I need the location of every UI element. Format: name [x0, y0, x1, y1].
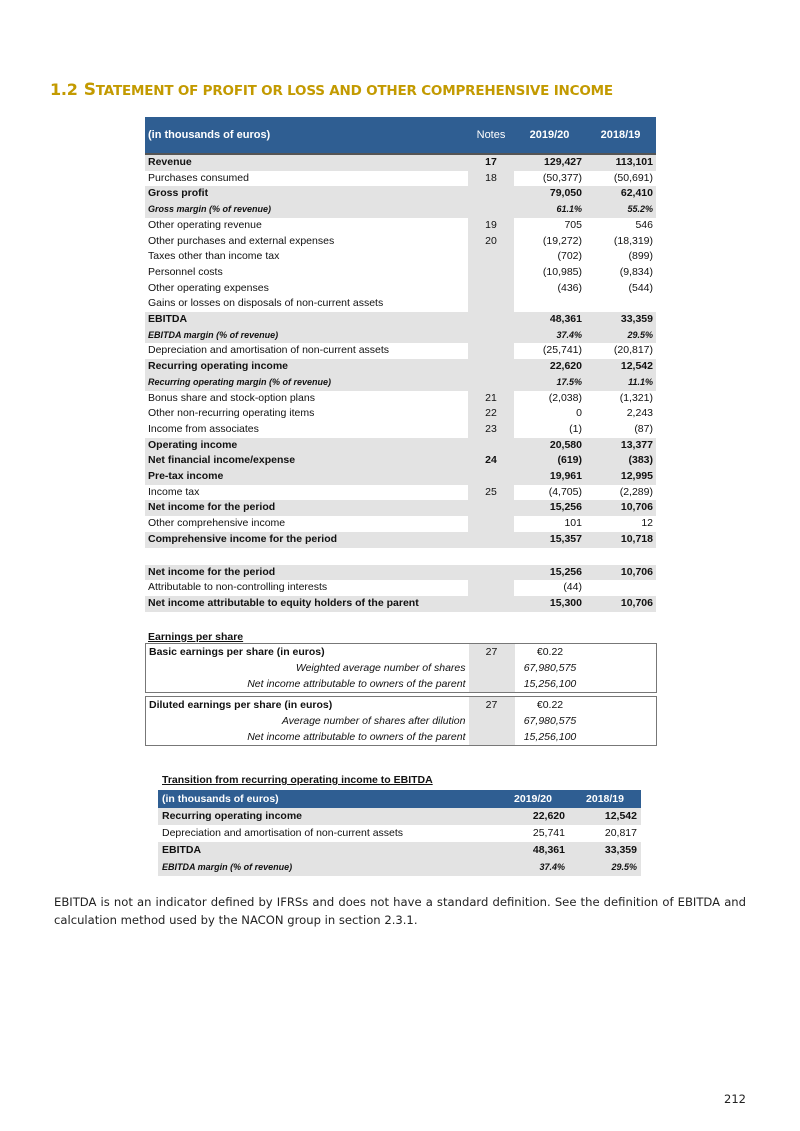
row-value-2019-20: 19,961 [514, 469, 585, 485]
table-row [145, 565, 656, 581]
row-label: Net income for the period [145, 565, 468, 581]
header-notes: Notes [468, 117, 514, 154]
table-row [145, 328, 656, 344]
row-label: Gross margin (% of revenue) [145, 202, 468, 218]
diluted-eps-label: Diluted earnings per share (in euros) [149, 699, 333, 711]
table-header-row [145, 117, 656, 154]
row-note [468, 548, 514, 565]
row-label: Personnel costs [148, 265, 223, 278]
table-row [145, 186, 656, 202]
row-label: Other operating expenses [148, 281, 269, 294]
row-value-2018-19: (544) [628, 281, 653, 294]
empty-note-cell [469, 676, 515, 693]
row-note [468, 359, 514, 375]
header-year-2018-19: 2018/19 [585, 117, 656, 154]
row-value-2018-19: 12,995 [585, 469, 656, 485]
diluted-eps-detail-row [146, 729, 657, 746]
header-label: (in thousands of euros) [145, 117, 468, 154]
row-value-2019-20 [514, 296, 585, 312]
basic-eps-detail-label: Weighted average number of shares [295, 662, 466, 674]
row-value-2018-19: 10,718 [585, 532, 656, 548]
row-note [468, 469, 514, 485]
row-value-2019-20: (702) [557, 250, 582, 263]
row-note: 19 [468, 218, 514, 234]
transition-row-label: EBITDA [158, 842, 497, 859]
transition-header-2018-19: 2018/19 [569, 790, 641, 808]
ebitda-transition-table [158, 790, 641, 876]
row-value-2018-19: (383) [585, 453, 656, 469]
table-row [145, 312, 656, 328]
transition-value-2018-19: 29.5% [569, 859, 641, 876]
row-value-2019-20: (25,741) [542, 344, 582, 357]
basic-eps-detail-row [146, 660, 657, 676]
income-statement-table [145, 117, 656, 612]
basic-eps-detail-row [146, 676, 657, 693]
row-value-2018-19 [585, 548, 656, 565]
row-note: 17 [468, 154, 514, 171]
row-value-2019-20: (1) [569, 422, 582, 435]
basic-eps-box [145, 643, 657, 693]
row-value-2018-19: 546 [635, 218, 653, 231]
table-row [145, 406, 656, 422]
ebitda-note: EBITDA is not an indicator defined by IFRSs and does not have a standard definition. See the definition of EBITDA and calculation method used by the NACON group in section 2.3.1. [54, 895, 746, 927]
row-label: Recurring operating margin (% of revenue) [145, 375, 468, 391]
row-value-2018-19: 13,377 [585, 438, 656, 454]
row-value-2018-19: 12,542 [585, 359, 656, 375]
row-value-2019-20: (50,377) [542, 171, 582, 184]
row-value-2018-19: 62,410 [585, 186, 656, 202]
row-value-2018-19: (18,319) [613, 234, 653, 247]
row-value-2019-20: 79,050 [514, 186, 585, 202]
row-label: Gross profit [145, 186, 468, 202]
table-row [145, 234, 656, 250]
table-row [145, 154, 656, 171]
row-note [468, 375, 514, 391]
row-note [468, 296, 514, 312]
table-row [145, 343, 656, 359]
empty-cell [586, 729, 657, 746]
transition-value-2018-19: 20,817 [569, 825, 641, 842]
row-label: Revenue [145, 154, 468, 171]
row-label: Other purchases and external expenses [148, 234, 335, 247]
row-label: Attributable to non-controlling interests [148, 581, 328, 594]
transition-value-2019-20: 25,741 [497, 825, 569, 842]
row-value-2019-20 [514, 548, 585, 565]
row-note: 21 [468, 391, 514, 407]
row-note [468, 202, 514, 218]
row-value-2019-20: 15,256 [514, 500, 585, 516]
row-label: Purchases consumed [148, 171, 249, 184]
empty-cell [586, 676, 657, 693]
row-value-2018-19 [585, 580, 656, 596]
row-value-2019-20: 705 [564, 218, 582, 231]
table-row [145, 596, 656, 612]
row-label: EBITDA margin (% of revenue) [145, 328, 468, 344]
page-number: 212 [724, 1092, 746, 1106]
header-year-2019-20: 2019/20 [514, 117, 585, 154]
row-label: Operating income [145, 438, 468, 454]
section-number: 1.2 [50, 80, 78, 99]
row-value-2019-20: 20,580 [514, 438, 585, 454]
table-row [145, 453, 656, 469]
basic-eps-label: Basic earnings per share (in euros) [149, 646, 325, 658]
transition-value-2018-19: 33,359 [569, 842, 641, 859]
transition-row [158, 825, 641, 842]
row-value-2018-19: 12 [641, 517, 653, 530]
row-note [468, 516, 514, 532]
row-value-2019-20: 15,300 [514, 596, 585, 612]
diluted-eps-detail-value: 15,256,100 [523, 731, 577, 743]
row-value-2019-20: (436) [557, 281, 582, 294]
eps-title: Earnings per share [148, 631, 244, 643]
row-value-2019-20: 37.4% [514, 328, 585, 344]
basic-eps-value: €0.22 [536, 646, 564, 658]
row-note [468, 186, 514, 202]
row-label: Depreciation and amortisation of non-current assets [148, 344, 390, 357]
row-value-2018-19: (20,817) [613, 344, 653, 357]
diluted-eps-detail-value: 67,980,575 [523, 715, 577, 727]
row-value-2019-20: 22,620 [514, 359, 585, 375]
empty-cell [586, 697, 657, 714]
table-row [145, 171, 656, 187]
table-row [145, 516, 656, 532]
row-value-2018-19: 113,101 [585, 154, 656, 171]
row-label: Pre-tax income [145, 469, 468, 485]
table-row [145, 438, 656, 454]
table-row [145, 485, 656, 501]
row-value-2019-20: (2,038) [548, 391, 582, 404]
row-value-2018-19: 10,706 [585, 565, 656, 581]
row-note [468, 565, 514, 581]
diluted-eps-detail-row [146, 713, 657, 729]
row-note [468, 343, 514, 359]
row-value-2018-19: 29.5% [585, 328, 656, 344]
row-value-2019-20: 0 [576, 407, 582, 420]
diluted-eps-note: 27 [469, 697, 515, 714]
row-label [145, 548, 468, 565]
section-title: TATEMENT OF PROFIT OR LOSS AND OTHER COMPREHENSIVE INCOME [95, 83, 613, 99]
row-note: 22 [468, 406, 514, 422]
row-note: 23 [468, 422, 514, 438]
row-value-2019-20: 48,361 [514, 312, 585, 328]
section-title-initial: S [83, 80, 96, 100]
row-value-2018-19: (50,691) [613, 171, 653, 184]
transition-value-2019-20: 22,620 [497, 808, 569, 825]
row-value-2018-19: (2,289) [619, 485, 653, 498]
table-row [145, 281, 656, 297]
row-label: Recurring operating income [145, 359, 468, 375]
row-note [468, 438, 514, 454]
row-value-2019-20: 17.5% [514, 375, 585, 391]
diluted-eps-row [146, 697, 657, 714]
row-value-2019-20: 129,427 [514, 154, 585, 171]
row-note [468, 532, 514, 548]
row-value-2019-20: (4,705) [548, 485, 582, 498]
transition-value-2019-20: 37.4% [497, 859, 569, 876]
row-note: 25 [468, 485, 514, 501]
row-label: Income from associates [148, 422, 259, 435]
row-note [468, 500, 514, 516]
transition-row [158, 808, 641, 825]
row-value-2019-20: 101 [564, 517, 582, 530]
row-label: Gains or losses on disposals of non-current assets [148, 297, 384, 310]
transition-value-2019-20: 48,361 [497, 842, 569, 859]
table-row [145, 265, 656, 281]
row-value-2018-19: 10,706 [585, 500, 656, 516]
table-row [145, 532, 656, 548]
row-value-2018-19 [585, 296, 656, 312]
empty-cell [586, 713, 657, 729]
row-note [468, 265, 514, 281]
row-value-2018-19: 11.1% [585, 375, 656, 391]
table-row [145, 391, 656, 407]
row-label: Other non-recurring operating items [148, 407, 315, 420]
transition-row-label: Depreciation and amortisation of non-current assets [158, 825, 497, 842]
empty-cell [586, 660, 657, 676]
spacer-row [145, 548, 656, 565]
row-note [468, 312, 514, 328]
row-value-2018-19: (1,321) [619, 391, 653, 404]
empty-note-cell [469, 660, 515, 676]
diluted-eps-box [145, 696, 657, 746]
row-label: Comprehensive income for the period [145, 532, 468, 548]
row-value-2018-19: 55.2% [585, 202, 656, 218]
table-row [145, 422, 656, 438]
row-value-2018-19: 10,706 [585, 596, 656, 612]
row-label: Net financial income/expense [145, 453, 468, 469]
empty-cell [586, 644, 657, 661]
row-value-2018-19: (87) [634, 422, 653, 435]
row-label: Bonus share and stock-option plans [148, 391, 315, 404]
row-note [468, 249, 514, 265]
basic-eps-detail-value: 15,256,100 [523, 678, 577, 690]
row-note [468, 328, 514, 344]
row-value-2019-20: 61.1% [514, 202, 585, 218]
row-value-2019-20: 15,256 [514, 565, 585, 581]
basic-eps-note: 27 [469, 644, 515, 661]
row-note: 20 [468, 234, 514, 250]
row-note [468, 281, 514, 297]
transition-row [158, 842, 641, 859]
row-value-2018-19: (9,834) [619, 265, 653, 278]
row-label: Net income for the period [145, 500, 468, 516]
transition-row-label: EBITDA margin (% of revenue) [158, 859, 497, 876]
diluted-eps-detail-label: Net income attributable to owners of the parent [247, 731, 466, 743]
basic-eps-detail-label: Net income attributable to owners of the parent [247, 678, 466, 690]
table-row [145, 359, 656, 375]
transition-row-label: Recurring operating income [158, 808, 497, 825]
row-note: 18 [468, 171, 514, 187]
table-row [145, 296, 656, 312]
transition-value-2018-19: 12,542 [569, 808, 641, 825]
row-value-2019-20: 15,357 [514, 532, 585, 548]
row-label: Income tax [148, 485, 200, 498]
row-value-2019-20: (19,272) [542, 234, 582, 247]
basic-eps-detail-value: 67,980,575 [523, 662, 577, 674]
row-value-2018-19: (899) [628, 250, 653, 263]
row-value-2019-20: (10,985) [542, 265, 582, 278]
row-value-2019-20: (619) [514, 453, 585, 469]
table-row [145, 375, 656, 391]
section-heading [50, 80, 613, 100]
transition-header-label: (in thousands of euros) [158, 790, 497, 808]
row-value-2018-19: 2,243 [626, 407, 653, 420]
row-label: Other operating revenue [148, 218, 262, 231]
table-row [145, 469, 656, 485]
row-note: 24 [468, 453, 514, 469]
transition-header-row [158, 790, 641, 808]
transition-title: Transition from recurring operating income to EBITDA [162, 774, 433, 786]
row-label: Other comprehensive income [148, 517, 286, 530]
row-label: Taxes other than income tax [148, 250, 280, 263]
table-row [145, 580, 656, 596]
diluted-eps-detail-label: Average number of shares after dilution [281, 715, 466, 727]
basic-eps-row [146, 644, 657, 661]
transition-header-2019-20: 2019/20 [497, 790, 569, 808]
empty-note-cell [469, 713, 515, 729]
diluted-eps-value: €0.22 [536, 699, 564, 711]
table-row [145, 202, 656, 218]
row-value-2019-20: (44) [563, 581, 582, 594]
transition-row [158, 859, 641, 876]
table-row [145, 500, 656, 516]
table-row [145, 218, 656, 234]
row-note [468, 580, 514, 596]
row-note [468, 596, 514, 612]
row-label: Net income attributable to equity holders of the parent [145, 596, 468, 612]
table-row [145, 249, 656, 265]
empty-note-cell [469, 729, 515, 746]
row-value-2018-19: 33,359 [585, 312, 656, 328]
row-label: EBITDA [145, 312, 468, 328]
